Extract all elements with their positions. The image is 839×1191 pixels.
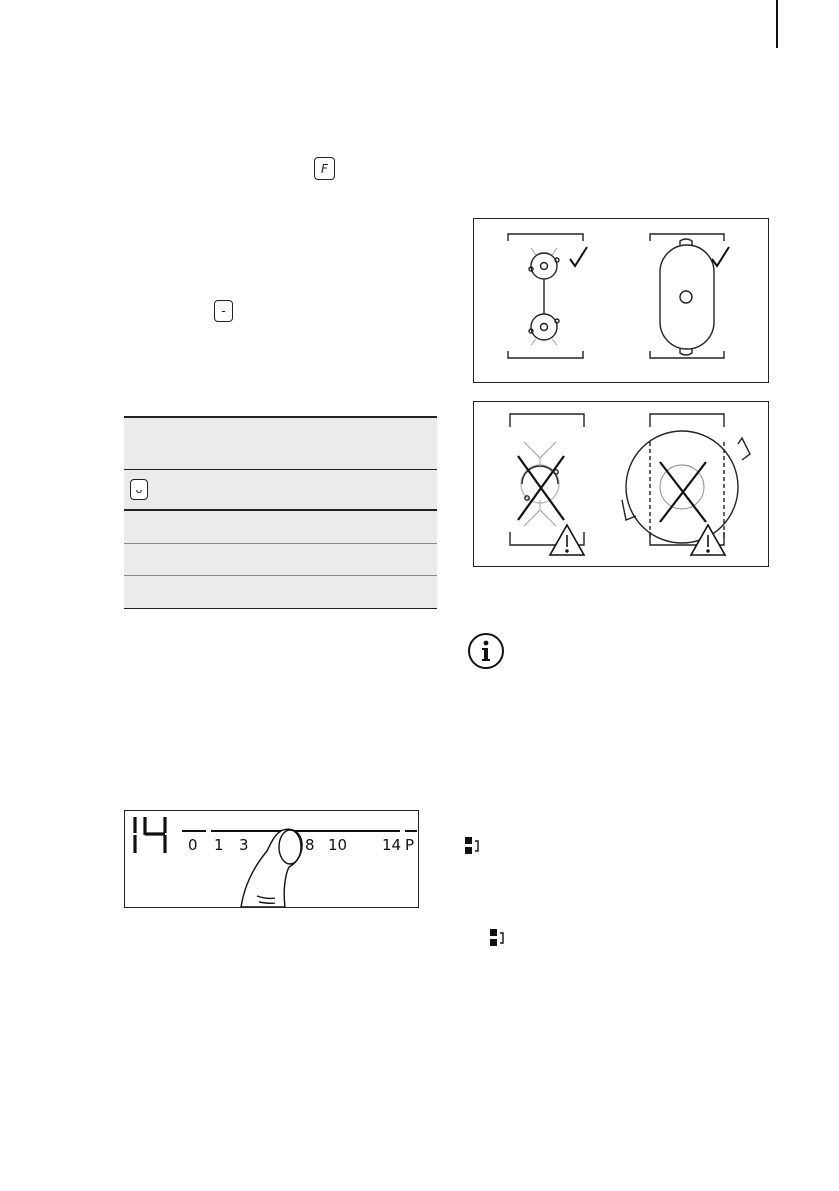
slider-graphic bbox=[125, 811, 418, 907]
settings-table bbox=[124, 416, 437, 609]
info-icon bbox=[467, 632, 505, 670]
correct-cookware-figure bbox=[473, 218, 769, 383]
slider-label-10: 10 bbox=[328, 836, 348, 854]
slider-label-1: 1 bbox=[214, 836, 224, 854]
table-row bbox=[124, 544, 437, 576]
check-icon bbox=[570, 247, 729, 266]
power-slider-figure bbox=[124, 810, 419, 908]
correct-placement-graphic bbox=[474, 219, 768, 382]
slider-label-8: 8 bbox=[305, 836, 315, 854]
slider-label-3: 3 bbox=[239, 836, 249, 854]
seven-segment-display bbox=[135, 817, 165, 853]
slider-label-14: 14 bbox=[382, 836, 402, 854]
slider-label-p: P bbox=[405, 836, 415, 854]
minus-key-label: - bbox=[221, 304, 226, 318]
function-key-symbol bbox=[314, 157, 335, 180]
minus-key-symbol bbox=[214, 300, 233, 322]
incorrect-cookware-figure bbox=[473, 401, 769, 567]
page-edge-marker bbox=[776, 0, 778, 48]
table-header-row bbox=[124, 418, 437, 470]
table-row bbox=[124, 470, 437, 511]
warning-icon bbox=[550, 525, 725, 555]
incorrect-placement-graphic bbox=[474, 402, 768, 566]
table-row bbox=[124, 576, 437, 608]
function-key-label: F bbox=[321, 161, 328, 176]
slider-label-0: 0 bbox=[188, 836, 198, 854]
bridge-zone-icon bbox=[489, 928, 507, 948]
timer-key-label: ᴗ bbox=[135, 483, 143, 496]
table-row bbox=[124, 511, 437, 544]
timer-key-symbol bbox=[130, 479, 148, 500]
bridge-zone-icon bbox=[464, 836, 482, 856]
finger-icon bbox=[241, 829, 302, 907]
